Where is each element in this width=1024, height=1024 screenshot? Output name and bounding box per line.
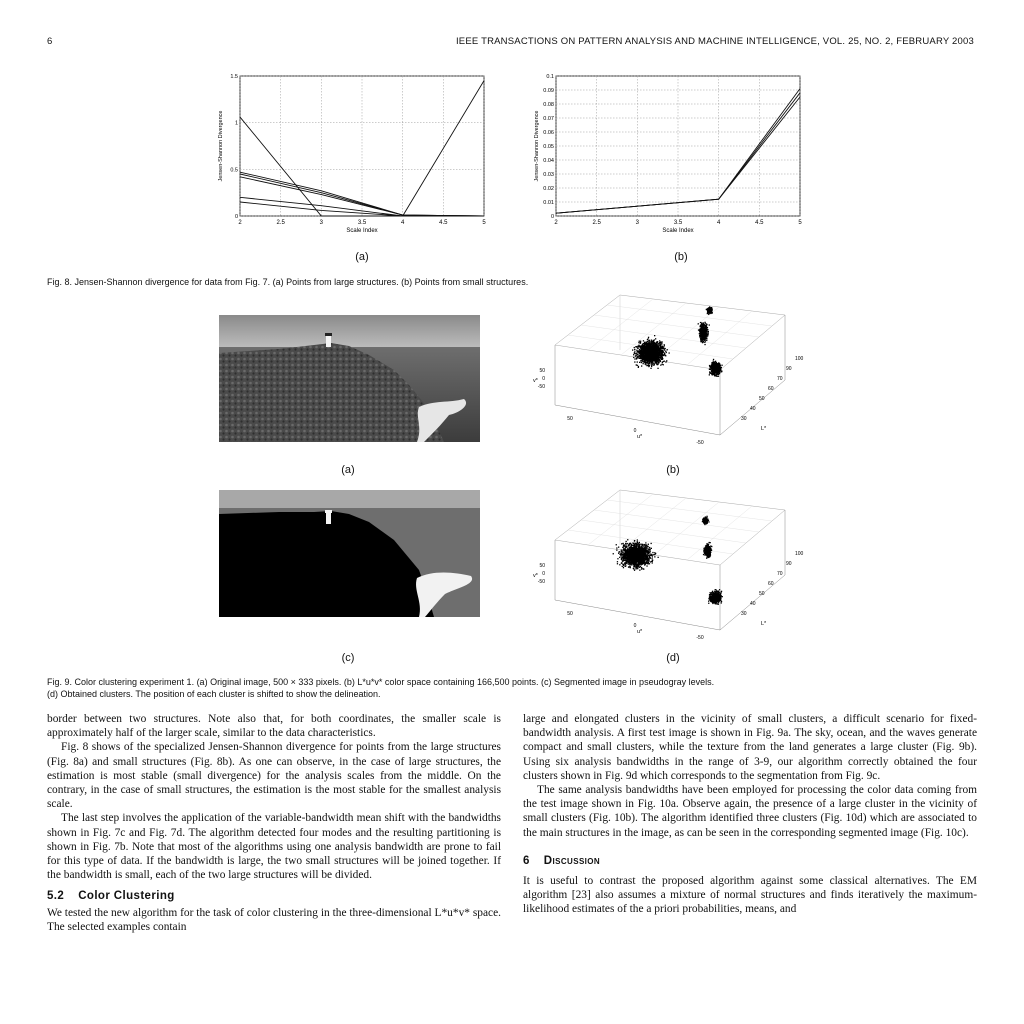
right-column bbox=[523, 712, 977, 917]
y-tick-label: 0.02 bbox=[543, 186, 554, 192]
cluster-3 bbox=[709, 359, 723, 377]
x-tick-label: 3.5 bbox=[673, 220, 683, 226]
v-axis-label: v* bbox=[533, 573, 538, 579]
fig9-caption bbox=[47, 676, 982, 700]
fig9-caption-line1: Fig. 9. Color clustering experiment 1. (a) Original image, 500 × 333 pixels. (b) L*u*v* color space containing 166,500 points. (c) Segmented image in pseudogray levels. bbox=[47, 677, 715, 687]
cluster-4 bbox=[706, 306, 713, 315]
l-tick-label: 100 bbox=[795, 551, 804, 557]
y-tick-label: 0 bbox=[550, 214, 554, 220]
l-tick-label: 50 bbox=[759, 591, 765, 597]
l-tick-label: 50 bbox=[759, 396, 765, 402]
fig9d-label: (d) bbox=[666, 652, 680, 664]
cube-edge bbox=[555, 600, 720, 630]
l-tick-label: 60 bbox=[768, 581, 774, 587]
cluster-1 bbox=[632, 335, 670, 369]
running-header bbox=[0, 36, 1024, 50]
x-tick-label: 4.5 bbox=[439, 220, 448, 226]
section-heading-5-2 bbox=[47, 889, 501, 903]
v-tick-label: -50 bbox=[537, 384, 545, 390]
x-tick-label: 3 bbox=[635, 220, 640, 226]
u-axis-label: u* bbox=[637, 434, 643, 440]
l-tick-label: 40 bbox=[750, 406, 756, 412]
section-number: 6 bbox=[523, 854, 530, 867]
x-tick-label: 3.5 bbox=[357, 220, 367, 226]
x-tick-label: 2.5 bbox=[592, 220, 601, 226]
l-tick-label: 70 bbox=[777, 376, 783, 382]
y-tick-label: 0.05 bbox=[543, 144, 554, 150]
section-title: Color Clustering bbox=[78, 890, 175, 903]
l-tick-label: 90 bbox=[786, 561, 792, 567]
v-tick-label: 0 bbox=[542, 571, 545, 577]
u-tick-label: -50 bbox=[696, 635, 704, 641]
y-tick-label: 0.04 bbox=[543, 158, 554, 164]
fig9d-scatter-plot bbox=[525, 485, 825, 645]
fig8-caption: Fig. 8. Jensen-Shannon divergence for data from Fig. 7. (a) Points from large structures. (b) Points from small structures. bbox=[47, 277, 529, 287]
v-tick-label: 0 bbox=[542, 376, 545, 382]
fig9b-scatter-plot bbox=[525, 290, 825, 450]
x-tick-label: 5 bbox=[798, 220, 802, 226]
y-tick-label: 1.5 bbox=[230, 74, 238, 80]
fig9a-original-image bbox=[219, 315, 480, 442]
fig9c-label: (c) bbox=[341, 652, 355, 664]
x-tick-label: 2.5 bbox=[276, 220, 285, 226]
u-tick-label: 50 bbox=[567, 416, 573, 422]
cube-edge bbox=[555, 405, 720, 435]
v-tick-label: -50 bbox=[537, 579, 545, 585]
x-tick-label: 3 bbox=[319, 220, 324, 226]
y-axis-label: Jensen-Shannon Divergence bbox=[534, 110, 540, 182]
left-paragraph-2: Fig. 8 shows of the specialized Jensen-Shannon divergence for points from the large structures (Fig. 8a) and small structures (Fig. 8b). As one can observe, in the case of large structures, the estimation is most stable (small divergence) for the analysis scales from the middle. On the contrary, in the case of small structures, the estimation is the most stable for the smallest analysis scale. bbox=[47, 741, 501, 811]
y-tick-label: 0.07 bbox=[543, 116, 554, 122]
y-tick-label: 0.08 bbox=[543, 102, 554, 108]
x-tick-label: 2 bbox=[554, 220, 558, 226]
fig9c-segmented-image bbox=[219, 490, 480, 617]
cluster-4 bbox=[702, 516, 710, 526]
l-tick-label: 70 bbox=[777, 571, 783, 577]
right-paragraph-3: It is useful to contrast the proposed algorithm against some classical alternatives. The EM algorithm [23] also assumes a mixture of normal structures and finds iteratively the maximum-likelihood estimates of the a priori probabilities, means, and bbox=[523, 875, 977, 916]
fig9a-label: (a) bbox=[341, 464, 355, 476]
l-axis-label: L* bbox=[761, 621, 767, 627]
u-axis-label: u* bbox=[637, 629, 643, 635]
x-tick-label: 4 bbox=[716, 220, 721, 226]
l-tick-label: 60 bbox=[768, 386, 774, 392]
fig9-caption-line2: (d) Obtained clusters. The position of each cluster is shifted to show the delineation. bbox=[47, 689, 381, 699]
u-tick-label: 50 bbox=[567, 611, 573, 617]
cube-top-face bbox=[555, 490, 785, 565]
y-axis-label: Jensen-Shannon Divergence bbox=[218, 110, 224, 182]
fig8b-label: (b) bbox=[674, 251, 688, 263]
y-tick-label: 0.1 bbox=[546, 74, 554, 80]
section-number: 5.2 bbox=[47, 890, 65, 903]
fig8a-chart bbox=[214, 70, 494, 235]
l-tick-label: 90 bbox=[786, 366, 792, 372]
section-heading-6 bbox=[523, 854, 977, 868]
y-tick-label: 0.5 bbox=[230, 167, 238, 174]
u-tick-label: 0 bbox=[633, 623, 637, 629]
l-axis-label: L* bbox=[761, 426, 767, 432]
section-title: Discussion bbox=[543, 854, 601, 867]
v-tick-label: 50 bbox=[539, 563, 545, 569]
x-axis-label: Scale Index bbox=[662, 228, 694, 234]
journal-title: IEEE TRANSACTIONS ON PATTERN ANALYSIS AND MACHINE INTELLIGENCE, VOL. 25, NO. 2, FEBRUARY 2003 bbox=[455, 36, 974, 47]
y-tick-label: 0.06 bbox=[543, 130, 554, 136]
u-tick-label: 0 bbox=[633, 428, 637, 434]
x-tick-label: 4.5 bbox=[755, 220, 764, 226]
x-tick-label: 4 bbox=[400, 220, 405, 226]
y-tick-label: 0.01 bbox=[543, 200, 554, 206]
l-tick-label: 30 bbox=[741, 416, 747, 422]
y-tick-label: 1 bbox=[234, 120, 238, 127]
y-tick-label: 0.09 bbox=[543, 88, 554, 94]
left-column bbox=[47, 712, 501, 934]
left-paragraph-4: We tested the new algorithm for the task of color clustering in the three-dimensional L*u*v* space. The selected examples contain bbox=[47, 906, 501, 933]
cube-top-face bbox=[555, 295, 785, 370]
fig8a-label: (a) bbox=[355, 251, 369, 263]
y-tick-label: 0.03 bbox=[543, 172, 554, 178]
right-paragraph-2: The same analysis bandwidths have been employed for processing the color data coming from the test image shown in Fig. 10a. Observe again, the presence of a large cluster in the vicinity of small clusters (Fig. 10b). The algorithm identified three clusters (Fig. 10d) which are associated to the main structures in the image, as can be seen in the corresponding segmented image (Fig. 10c). bbox=[523, 784, 977, 839]
cluster-1 bbox=[613, 539, 659, 571]
y-tick-label: 0 bbox=[234, 214, 238, 220]
left-paragraph-1: border between two structures. Note also that, for both coordinates, the smaller scale is approximately half of the larger scale, similar to the data characteristics. bbox=[47, 713, 501, 740]
l-tick-label: 30 bbox=[741, 611, 747, 617]
x-tick-label: 2 bbox=[238, 220, 242, 226]
l-tick-label: 100 bbox=[795, 356, 804, 362]
fig9b-label: (b) bbox=[666, 464, 680, 476]
left-paragraph-3: The last step involves the application of the variable-bandwidth mean shift with the bandwidths shown in Fig. 7c and Fig. 7d. The algorithm detected four modes and the resulting partitioning is shown in Fig. 7b. Note that most of the algorithms using one analysis bandwidth are prone to fail for this type of data. If the bandwidth is large, the two small structures will be joined together. If the bandwidth is small, each of the two large structures will be divided. bbox=[47, 812, 501, 882]
page-number: 6 bbox=[47, 36, 53, 47]
x-axis-label: Scale Index bbox=[346, 228, 378, 234]
u-tick-label: -50 bbox=[696, 440, 704, 446]
cluster-3 bbox=[708, 589, 723, 605]
right-paragraph-1: large and elongated clusters in the vicinity of small clusters, a difficult scenario for fixed-bandwidth analysis. A first test image is shown in Fig. 9a. The sky, ocean, and the waves generate compact and small clusters, while the texture from the land generates a large cluster (Fig. 9b). Using six analysis bandwidths in the range of 3-9, our algorithm correctly obtained the four clusters shown in Fig. 9d which corresponds to the segmentation from Fig. 9c. bbox=[523, 713, 977, 782]
l-tick-label: 40 bbox=[750, 601, 756, 607]
x-tick-label: 5 bbox=[482, 220, 486, 226]
v-tick-label: 50 bbox=[539, 368, 545, 374]
cluster-2 bbox=[703, 542, 713, 559]
fig8b-chart bbox=[530, 70, 810, 235]
v-axis-label: v* bbox=[533, 378, 538, 384]
